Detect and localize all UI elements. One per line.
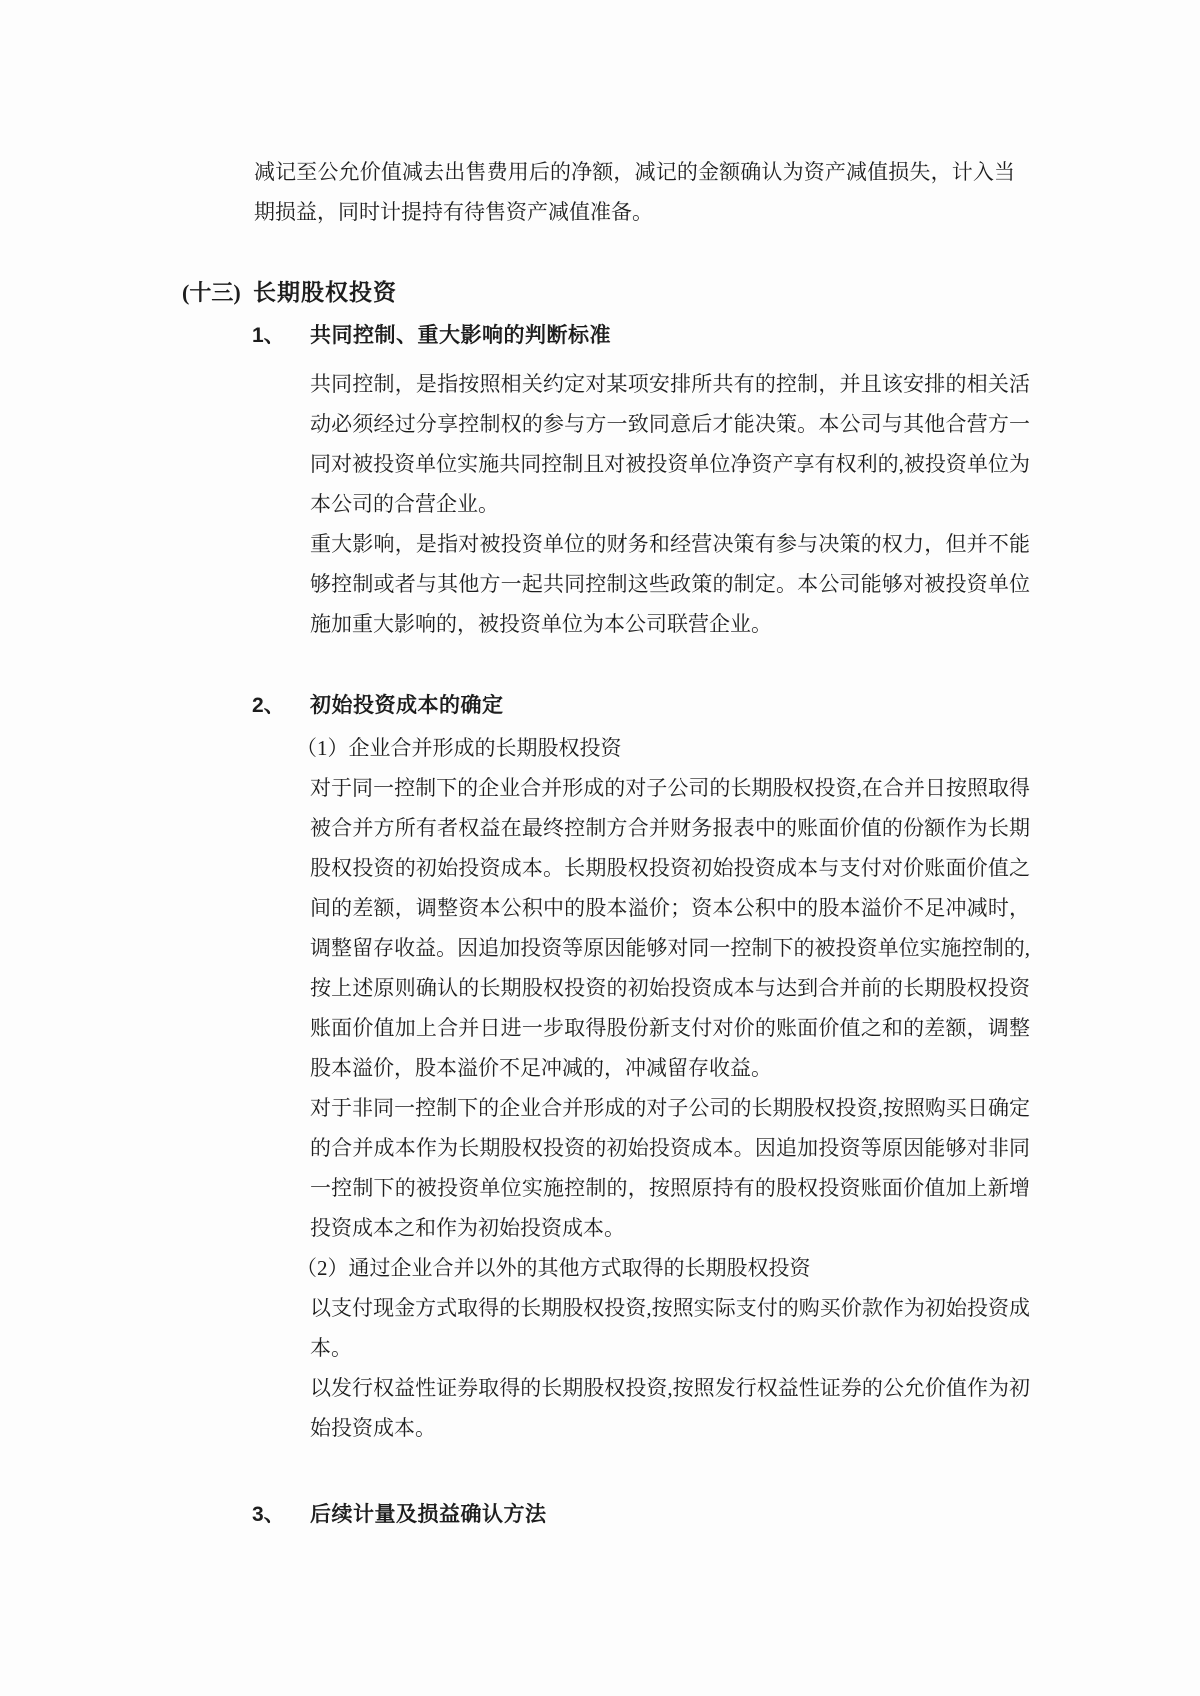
intro-paragraph: 减记至公允价值减去出售费用后的净额，减记的金额确认为资产减值损失，计入当期损益，同时计提持有待售资产减值准备。 [254,160,1015,224]
paragraph-cash-payment: 以支付现金方式取得的长期股权投资,按照实际支付的购买价款作为初始投资成本。 [310,1296,1030,1360]
item-1-title: 共同控制、重大影响的判断标准 [310,324,611,347]
item-1-heading-row [252,316,1200,358]
paragraph-significant-influence: 重大影响，是指对被投资单位的财务和经营决策有参与决策的权力，但并不能够控制或者与其他方一起共同控制这些政策的制定。本公司能够对被投资单位施加重大影响的，被投资单位为本公司联营企业。 [310,532,1030,636]
section-number-label: (十三) [182,280,241,305]
item-2-title: 初始投资成本的确定 [310,694,504,717]
item-1-body [310,364,1030,644]
item-2-heading-row [252,686,1200,728]
subheading-1-merger-formed: （1）企业合并形成的长期股权投资 [296,736,622,760]
section-title: 长期股权投资 [253,279,397,305]
paragraph-joint-control: 共同控制，是指按照相关约定对某项安排所共有的控制，并且该安排的相关活动必须经过分享控制权的参与方一致同意后才能决策。本公司与其他合营方一同对被投资单位实施共同控制且对被投资单位净资产享有权利的,被投资单位为本公司的合营企业。 [310,372,1030,516]
item-3-number: 3、 [252,1503,285,1526]
item-2-body [296,728,1030,1448]
subheading-2-other-methods: （2）通过企业合并以外的其他方式取得的长期股权投资 [296,1256,811,1280]
item-3-heading-row [252,1495,1200,1537]
section-heading [182,272,1200,316]
paragraph-same-control-merger: 对于同一控制下的企业合并形成的对子公司的长期股权投资,在合并日按照取得被合并方所有者权益在最终控制方合并财务报表中的账面价值的份额作为长期股权投资的初始投资成本。长期股权投资初始投资成本与支付对价账面价值之间的差额，调整资本公积中的股本溢价；资本公积中的股本溢价不足冲减时，调整留存收益。因追加投资等原因能够对同一控制下的被投资单位实施控制的,按上述原则确认的长期股权投资的初始投资成本与达到合并前的长期股权投资账面价值加上合并日进一步取得股份新支付对价的账面价值之和的差额，调整股本溢价，股本溢价不足冲减的，冲减留存收益。 [310,776,1030,1080]
item-3-title: 后续计量及损益确认方法 [310,1503,547,1526]
item-2-number: 2、 [252,694,285,717]
item-1-number: 1、 [252,324,285,347]
paragraph-equity-securities: 以发行权益性证券取得的长期股权投资,按照发行权益性证券的公允价值作为初始投资成本。 [310,1376,1030,1440]
paragraph-non-same-control-merger: 对于非同一控制下的企业合并形成的对子公司的长期股权投资,按照购买日确定的合并成本作为长期股权投资的初始投资成本。因追加投资等原因能够对非同一控制下的被投资单位实施控制的，按照原持有的股权投资账面价值加上新增投资成本之和作为初始投资成本。 [310,1096,1030,1240]
